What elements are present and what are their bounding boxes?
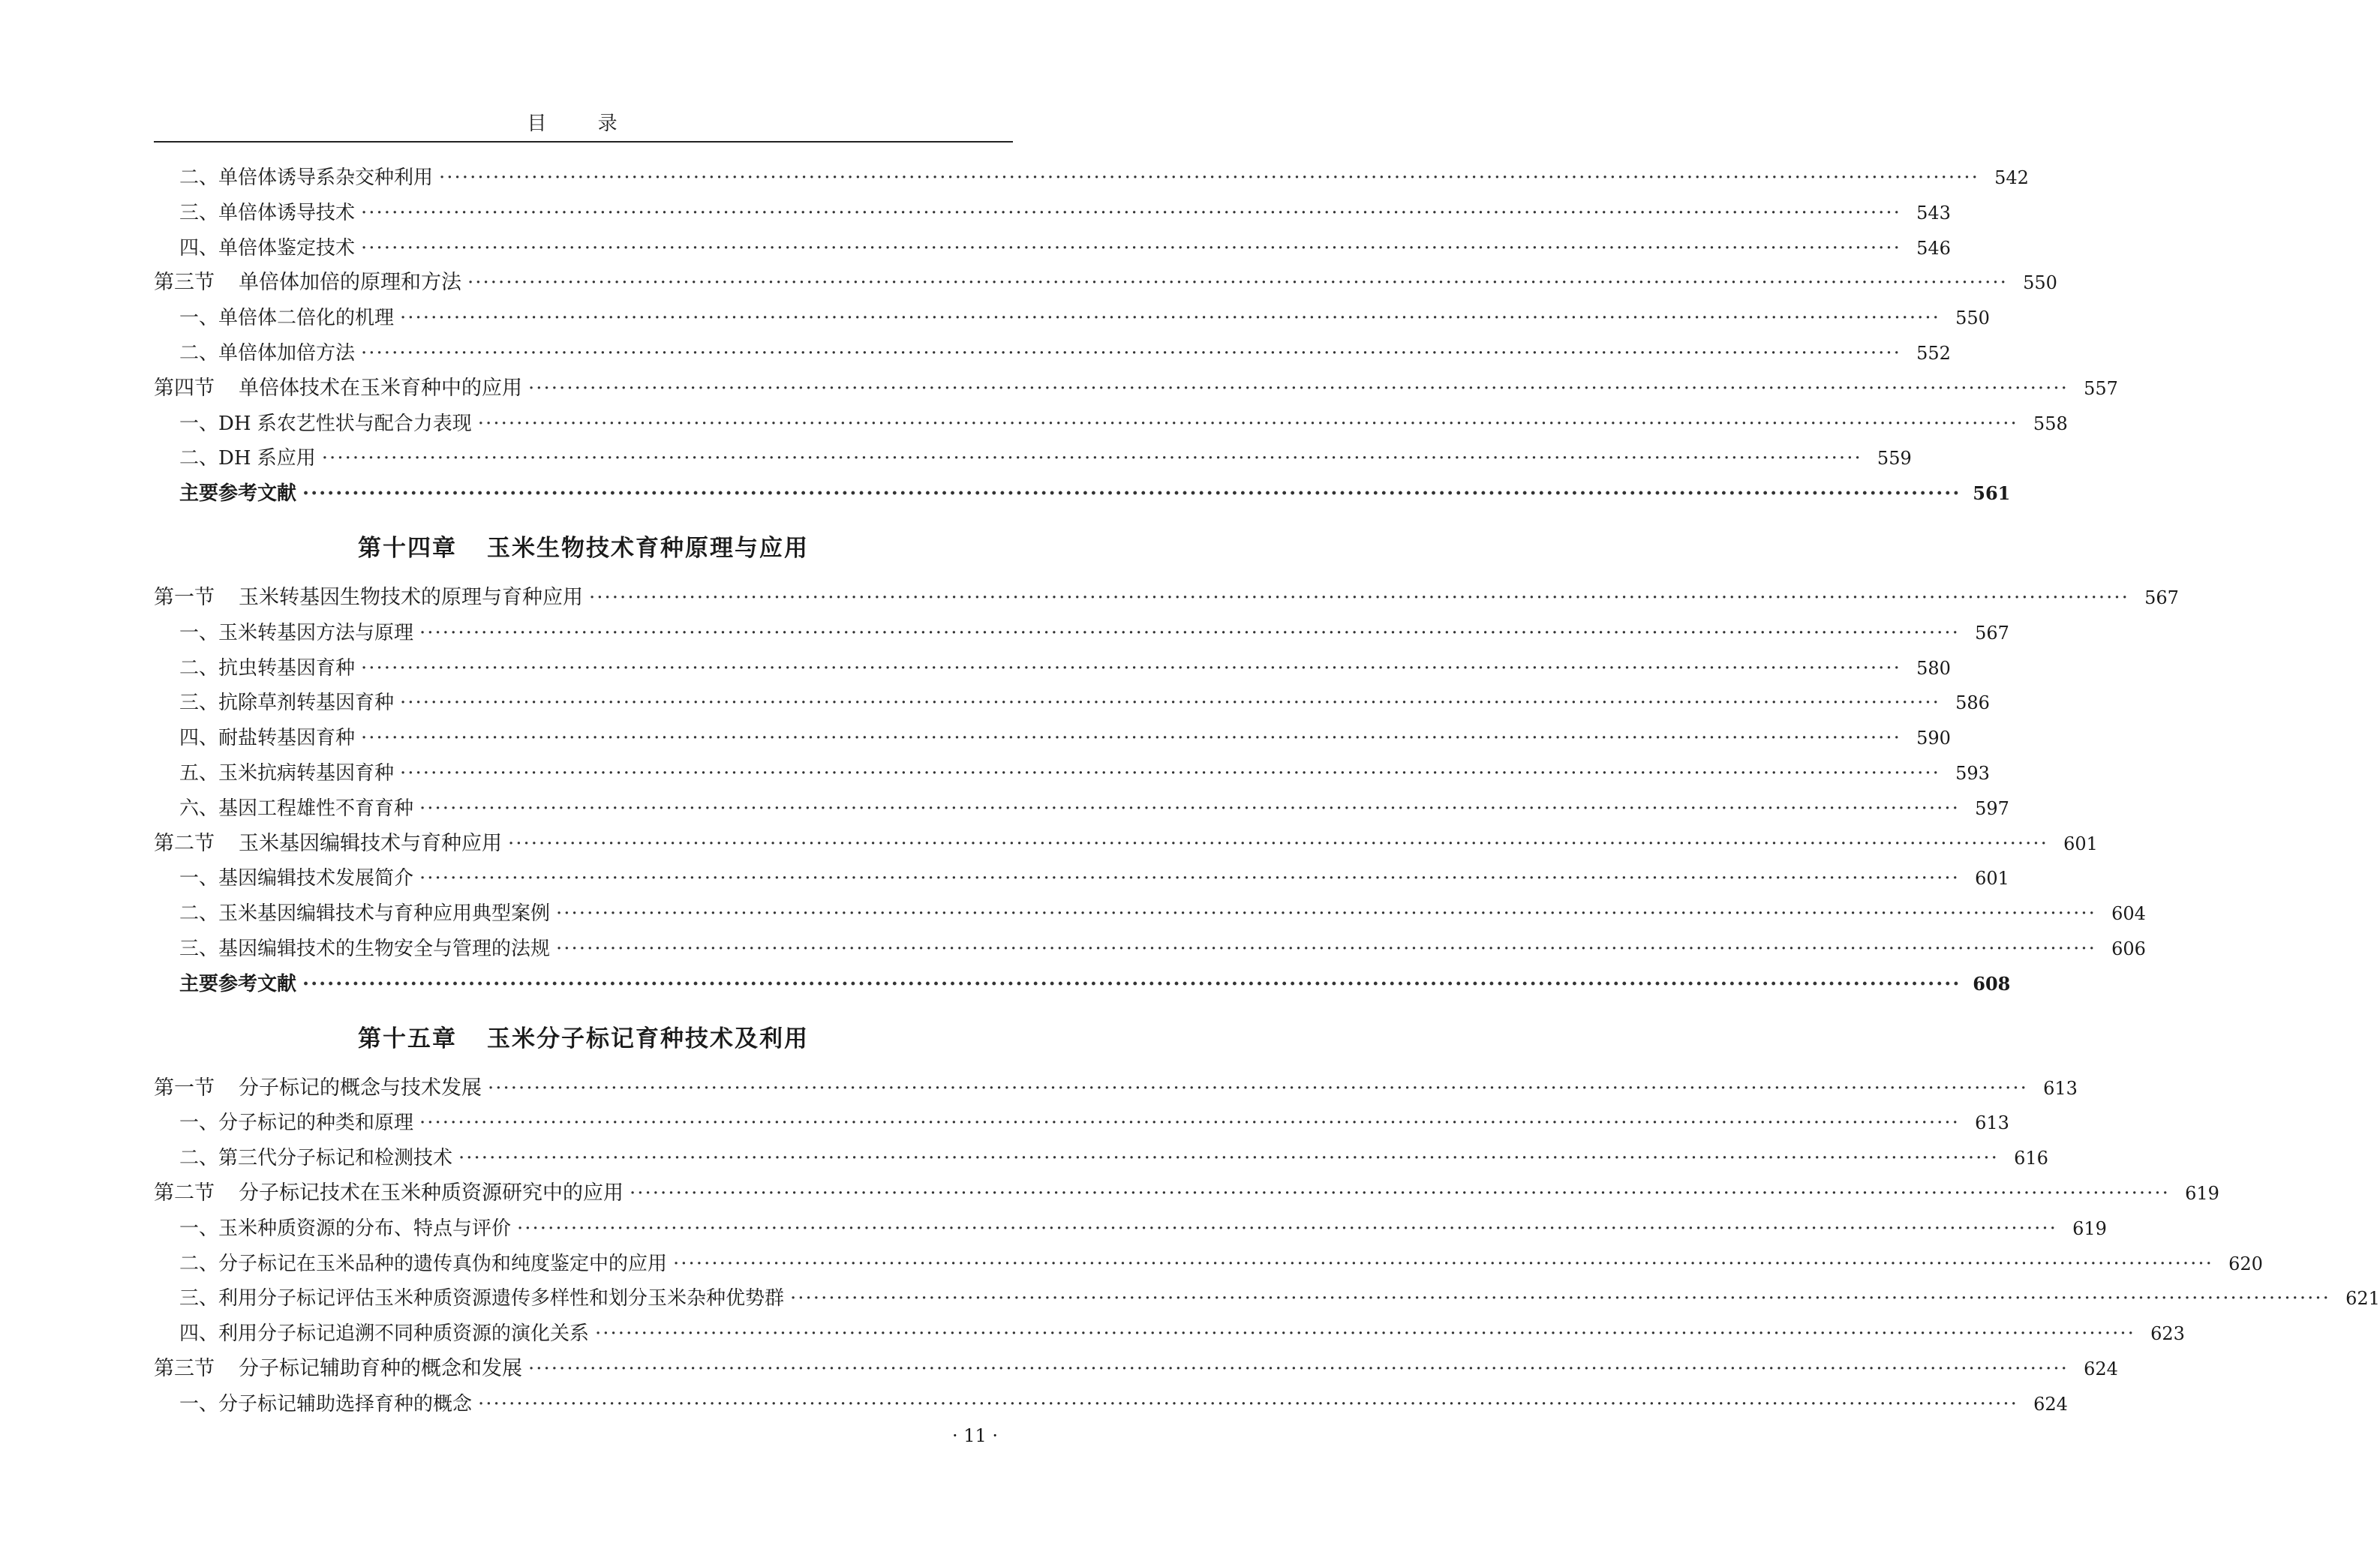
dot-leader: ········································································································································································································ — [302, 972, 1961, 995]
entry-page-number: 604 — [2111, 903, 2146, 925]
toc-block-chapter14 — [154, 581, 2179, 1002]
entry-title: 三、抗除草剂转基因育种 — [179, 692, 395, 715]
toc-subsection-entry[interactable] — [154, 932, 2146, 967]
entry-title: 分子标记辅助育种的概念和发展 — [239, 1356, 522, 1380]
chapter-heading-15 — [154, 1002, 1013, 1071]
toc-section-entry[interactable] — [154, 827, 2098, 862]
entry-page-number: 542 — [1994, 167, 2029, 188]
section-label: 第四节 — [154, 376, 215, 400]
toc-section-entry[interactable] — [154, 1071, 2078, 1106]
dot-leader: ········································································································································································································ — [361, 656, 1901, 680]
chapter-number: 第十四章 — [358, 535, 457, 563]
entry-page-number: 552 — [1916, 342, 1951, 364]
toc-subsection-entry[interactable] — [154, 231, 1951, 266]
dot-leader: ········································································································································································································ — [477, 412, 2018, 435]
entry-title: 一、DH 系农艺性状与配合力表现 — [179, 412, 472, 435]
table-of-contents — [154, 161, 2380, 1422]
entry-page-number: 606 — [2111, 938, 2146, 959]
dot-leader: ········································································································································································································ — [419, 1112, 1960, 1135]
entry-page-number: 623 — [2150, 1323, 2185, 1345]
entry-page-number: 590 — [1916, 728, 1951, 749]
entry-page-number: 558 — [2033, 413, 2068, 434]
dot-leader: ········································································································································································································ — [302, 482, 1961, 506]
entry-title: 分子标记的概念与技术发展 — [239, 1076, 482, 1100]
entry-title: 玉米基因编辑技术与育种应用 — [239, 831, 502, 855]
entry-page-number: 619 — [2185, 1182, 2219, 1204]
toc-subsection-entry[interactable] — [154, 616, 2009, 651]
section-label: 第三节 — [154, 271, 215, 295]
entry-page-number: 567 — [2144, 587, 2179, 608]
entry-title: 六、基因工程雄性不育育种 — [179, 797, 414, 820]
dot-leader: ········································································································································································································ — [517, 1217, 2057, 1240]
toc-references-entry[interactable] — [154, 967, 2011, 1002]
entry-title: 二、第三代分子标记和检测技术 — [179, 1147, 453, 1170]
toc-subsection-entry[interactable] — [154, 1211, 2107, 1247]
dot-leader: ········································································································································································································ — [528, 377, 2069, 400]
dot-leader: ········································································································································································································ — [419, 797, 1960, 820]
entry-page-number: 580 — [1916, 657, 1951, 679]
entry-title: 分子标记技术在玉米种质资源研究中的应用 — [239, 1181, 624, 1205]
dot-leader: ········································································································································································································ — [361, 727, 1901, 750]
entry-title: 单倍体技术在玉米育种中的应用 — [239, 376, 522, 400]
entry-title: 二、单倍体诱导系杂交种利用 — [179, 167, 434, 189]
dot-leader: ········································································································································································································ — [439, 167, 1979, 189]
dot-leader: ········································································································································································································ — [400, 761, 1940, 785]
chapter-title: 玉米生物技术育种原理与应用 — [487, 535, 809, 563]
dot-leader: ········································································································································································································ — [630, 1181, 2170, 1205]
toc-subsection-entry[interactable] — [154, 791, 2009, 827]
entry-page-number: 613 — [2043, 1077, 2078, 1099]
entry-title: 三、单倍体诱导技术 — [179, 201, 356, 224]
entry-page-number: 621 — [2345, 1288, 2380, 1310]
entry-title: 主要参考文献 — [179, 972, 297, 995]
toc-block-chapter13-continued — [154, 161, 2118, 512]
section-label: 第一节 — [154, 585, 215, 609]
entry-page-number: 550 — [1955, 308, 1990, 329]
toc-subsection-entry[interactable] — [154, 756, 1990, 791]
toc-subsection-entry[interactable] — [154, 301, 1990, 336]
entry-page-number: 543 — [1916, 202, 1951, 224]
dot-leader: ········································································································································································································ — [400, 692, 1940, 715]
page-number: · 11 · — [951, 1425, 998, 1446]
entry-title: 一、玉米种质资源的分布、特点与评价 — [179, 1217, 512, 1240]
entry-page-number: 601 — [1975, 868, 2009, 890]
dot-leader: ········································································································································································································ — [361, 236, 1901, 260]
entry-page-number: 567 — [1975, 622, 2009, 644]
entry-title: 二、分子标记在玉米品种的遗传真伪和纯度鉴定中的应用 — [179, 1252, 668, 1275]
dot-leader: ········································································································································································································ — [589, 586, 2129, 609]
dot-leader: ········································································································································································································ — [478, 1392, 2018, 1415]
toc-subsection-entry[interactable] — [154, 161, 2029, 196]
entry-title: 二、玉米基因编辑技术与育种应用典型案例 — [179, 902, 551, 926]
dot-leader: ········································································································································································································ — [595, 1322, 2135, 1346]
dot-leader: ········································································································································································································ — [419, 867, 1960, 890]
section-label: 第三节 — [154, 1356, 215, 1380]
dot-leader: ········································································································································································································ — [419, 621, 1960, 644]
dot-leader: ········································································································································································································ — [508, 832, 2048, 855]
dot-leader: ········································································································································································································ — [790, 1287, 2330, 1310]
chapter-heading-14 — [154, 512, 1013, 581]
section-label: 第二节 — [154, 831, 215, 855]
toc-subsection-entry[interactable] — [154, 1387, 2068, 1422]
entry-page-number: 559 — [1877, 448, 1912, 470]
toc-subsection-entry[interactable] — [154, 1141, 2048, 1176]
header-rule — [154, 141, 1013, 143]
dot-leader: ········································································································································································································ — [361, 341, 1901, 365]
dot-leader: ········································································································································································································ — [467, 272, 2008, 295]
toc-subsection-entry[interactable] — [154, 1106, 2009, 1141]
entry-page-number: 619 — [2072, 1217, 2107, 1239]
entry-page-number: 616 — [2014, 1148, 2048, 1169]
toc-subsection-entry[interactable] — [154, 441, 1912, 476]
toc-section-entry[interactable] — [154, 1352, 2118, 1387]
toc-section-entry[interactable] — [154, 266, 2057, 301]
toc-subsection-entry[interactable] — [154, 686, 1990, 721]
toc-references-entry[interactable] — [154, 476, 2011, 512]
entry-title: 一、单倍体二倍化的机理 — [179, 307, 395, 330]
toc-block-chapter15 — [154, 1071, 2380, 1422]
entry-page-number: 546 — [1916, 237, 1951, 259]
toc-section-entry[interactable] — [154, 581, 2179, 616]
entry-title: 二、抗虫转基因育种 — [179, 656, 356, 680]
entry-title: 三、利用分子标记评估玉米种质资源遗传多样性和划分玉米杂种优势群 — [179, 1287, 785, 1310]
section-label: 第二节 — [154, 1181, 215, 1205]
entry-title: 四、耐盐转基因育种 — [179, 727, 356, 750]
entry-title: 主要参考文献 — [179, 482, 297, 506]
toc-subsection-entry[interactable] — [154, 861, 2009, 896]
section-label: 第一节 — [154, 1076, 215, 1100]
toc-subsection-entry[interactable] — [154, 1316, 2185, 1352]
entry-title: 单倍体加倍的原理和方法 — [239, 271, 461, 295]
entry-page-number: 601 — [2063, 833, 2098, 854]
dot-leader: ········································································································································································································ — [556, 937, 2096, 960]
entry-page-number: 561 — [1973, 482, 2011, 505]
dot-leader: ········································································································································································································ — [361, 201, 1901, 224]
entry-title: 一、玉米转基因方法与原理 — [179, 621, 414, 644]
chapter-title: 玉米分子标记育种技术及利用 — [487, 1025, 809, 1053]
entry-title: 一、分子标记的种类和原理 — [179, 1112, 414, 1135]
toc-subsection-entry[interactable] — [154, 896, 2146, 932]
entry-title: 五、玉米抗病转基因育种 — [179, 761, 395, 785]
entry-page-number: 586 — [1955, 692, 1990, 714]
entry-page-number: 593 — [1955, 762, 1990, 784]
entry-title: 二、单倍体加倍方法 — [179, 341, 356, 365]
entry-title: 一、分子标记辅助选择育种的概念 — [179, 1392, 473, 1415]
entry-page-number: 624 — [2033, 1393, 2068, 1415]
dot-leader: ········································································································································································································ — [321, 447, 1862, 470]
dot-leader: ········································································································································································································ — [528, 1357, 2069, 1380]
chapter-number: 第十五章 — [358, 1025, 457, 1053]
entry-page-number: 550 — [2023, 272, 2057, 294]
running-head-title: 目 录 — [527, 113, 640, 135]
entry-page-number: 608 — [1973, 972, 2011, 995]
entry-page-number: 613 — [1975, 1112, 2009, 1134]
toc-section-entry[interactable] — [154, 371, 2118, 407]
toc-subsection-entry[interactable] — [154, 651, 1951, 686]
dot-leader: ········································································································································································································ — [458, 1147, 1999, 1170]
entry-title: 四、利用分子标记追溯不同种质资源的演化关系 — [179, 1322, 590, 1346]
entry-title: 四、单倍体鉴定技术 — [179, 236, 356, 260]
entry-title: 三、基因编辑技术的生物安全与管理的法规 — [179, 937, 551, 960]
entry-title: 二、DH 系应用 — [179, 447, 316, 470]
dot-leader: ········································································································································································································ — [400, 307, 1940, 330]
entry-page-number: 624 — [2084, 1358, 2118, 1379]
toc-subsection-entry[interactable] — [154, 336, 1951, 371]
entry-page-number: 620 — [2228, 1253, 2263, 1274]
toc-section-entry[interactable] — [154, 1176, 2219, 1211]
entry-title: 一、基因编辑技术发展简介 — [179, 867, 414, 890]
toc-subsection-entry[interactable] — [154, 1247, 2263, 1282]
toc-subsection-entry[interactable] — [154, 196, 1951, 231]
dot-leader: ········································································································································································································ — [673, 1252, 2213, 1275]
entry-page-number: 597 — [1975, 797, 2009, 819]
entry-page-number: 557 — [2084, 377, 2118, 399]
dot-leader: ········································································································································································································ — [556, 902, 2096, 926]
toc-subsection-entry[interactable] — [154, 1281, 2380, 1316]
toc-subsection-entry[interactable] — [154, 721, 1951, 756]
dot-leader: ········································································································································································································ — [488, 1076, 2028, 1100]
entry-title: 玉米转基因生物技术的原理与育种应用 — [239, 585, 583, 609]
toc-subsection-entry[interactable] — [154, 407, 2068, 442]
